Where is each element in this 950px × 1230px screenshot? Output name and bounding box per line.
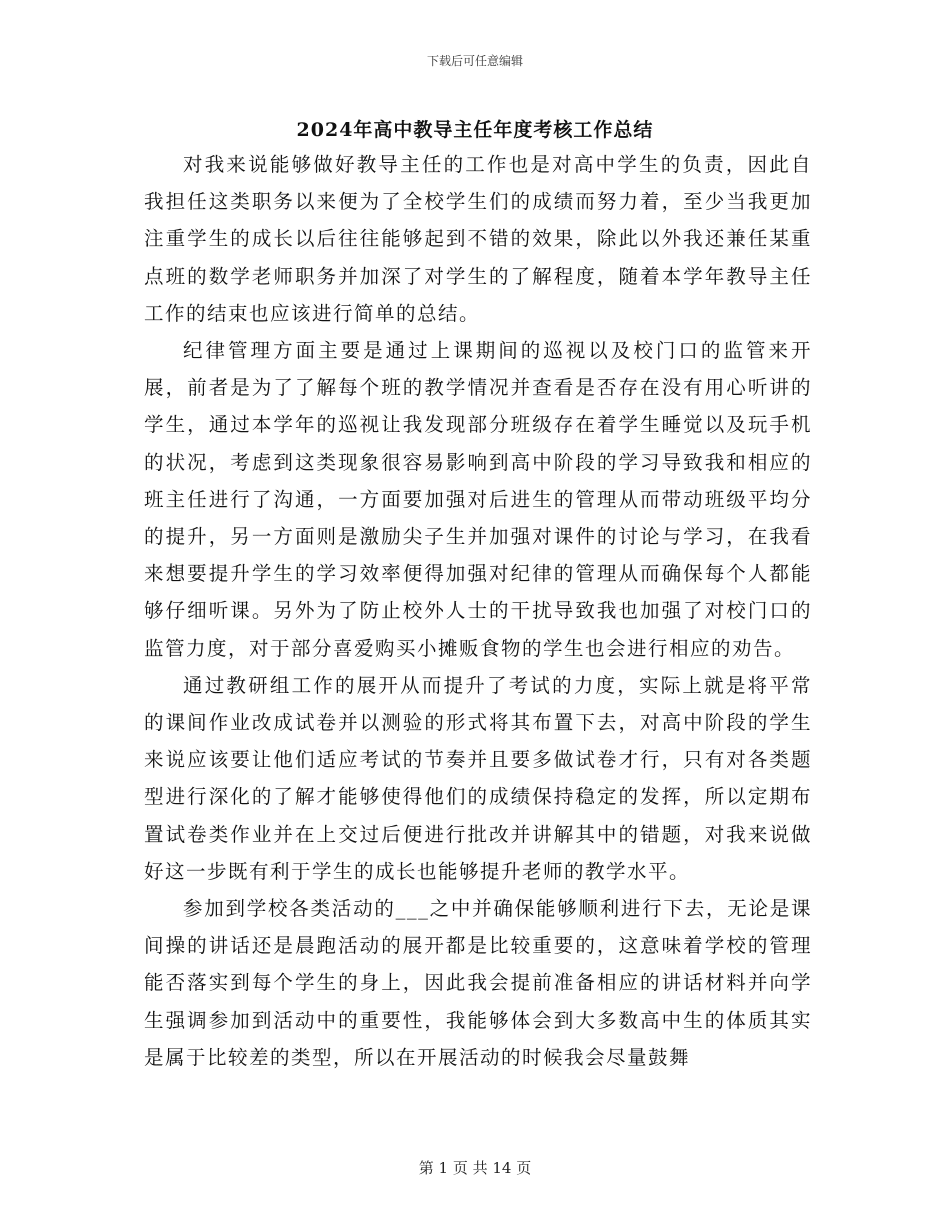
page-header-note: 下载后可任意编辑: [426, 54, 523, 68]
paragraph-2: 纪律管理方面主要是通过上课期间的巡视以及校门口的监管来开展，前者是为了了解每个班的教学情况并查看是否存在没有用心听讲的学生，通过本学年的巡视让我发现部分班级存在着学生睡觉以及玩手机的状况，考虑到这类现象很容易影响到高中阶段的学习导致我和相应的班主任进行了沟通，一方面要加强对后进生的管理从而带动班级平均分的提升，另一方面则是激励尖子生并加强对课件的讨论与学习，在我看来想要提升学生的学习效率便得加强对纪律的管理从而确保每个人都能够仔细听课。另外为了防止校外人士的干扰导致我也加强了对校门口的监管力度，对于部分喜爱购买小摊贩食物的学生也会进行相应的劝告。: [144, 339, 812, 660]
document-title: 2024年高中教导主任年度考核工作总结: [296, 119, 654, 141]
paragraph-4: 参加到学校各类活动的___之中并确保能够顺利进行下去，无论是课间操的讲话还是晨跑活动的展开都是比较重要的，这意味着学校的管理能否落实到每个学生的身上，因此我会提前准备相应的讲话材料并向学生强调参加到活动中的重要性，我能够体会到大多数高中生的体质其实是属于比较差的类型，所以在开展活动的时候我会尽量鼓舞: [144, 897, 812, 1069]
paragraph-3: 通过教研组工作的展开从而提升了考试的力度，实际上就是将平常的课间作业改成试卷并以测验的形式将其布置下去，对高中阶段的学生来说应该要让他们适应考试的节奏并且要多做试卷才行，只有对各类题型进行深化的了解才能够使得他们的成绩保持稳定的发挥，所以定期布置试卷类作业并在上交过后便进行批改并讲解其中的错题，对我来说做好这一步既有利于学生的成长也能够提升老师的教学水平。: [144, 673, 812, 883]
paragraph-1: 对我来说能够做好教导主任的工作也是对高中学生的负责，因此自我担任这类职务以来便为了全校学生们的成绩而努力着，至少当我更加注重学生的成长以后往往能够起到不错的效果，除此以外我还兼任某重点班的数学老师职务并加深了对学生的了解程度，随着本学年教导主任工作的结束也应该进行简单的总结。: [144, 153, 812, 325]
document-body: [144, 146, 812, 1076]
page-footer-number: 第 1 页 共 14 页: [418, 1159, 532, 1177]
